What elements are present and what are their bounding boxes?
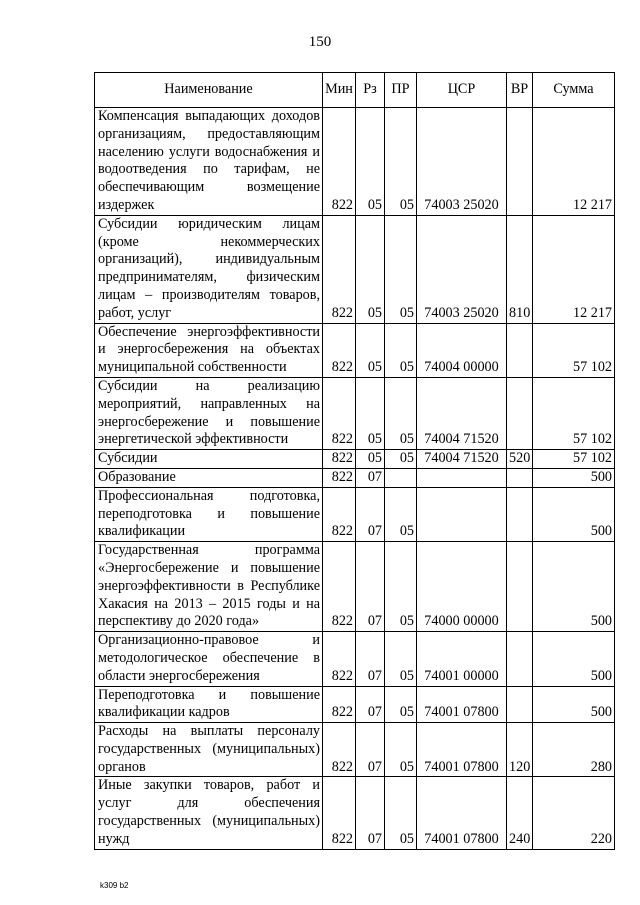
row-min: 822 bbox=[323, 215, 356, 323]
row-name: Субсидии на реализацию мероприятий, направленных на энергосбережение и повышение энергетической эффективности bbox=[95, 377, 323, 449]
row-csr bbox=[417, 487, 507, 541]
row-rz: 07 bbox=[356, 777, 385, 849]
row-pr: 05 bbox=[385, 777, 417, 849]
table-row bbox=[95, 686, 615, 723]
row-sum: 220 bbox=[533, 777, 615, 849]
row-sum: 500 bbox=[533, 542, 615, 632]
table-row bbox=[95, 108, 615, 216]
table-row bbox=[95, 723, 615, 777]
row-vr bbox=[507, 542, 533, 632]
row-sum: 57 102 bbox=[533, 450, 615, 469]
header-pr: ПР bbox=[385, 73, 417, 108]
row-rz: 07 bbox=[356, 487, 385, 541]
row-rz: 07 bbox=[356, 632, 385, 686]
row-name: Образование bbox=[95, 468, 323, 487]
row-csr: 74001 07800 bbox=[417, 686, 507, 723]
budget-table bbox=[94, 72, 615, 850]
row-vr: 520 bbox=[507, 450, 533, 469]
row-rz: 05 bbox=[356, 377, 385, 449]
row-name: Профессиональная подготовка, переподготовка и повышение квалификации bbox=[95, 487, 323, 541]
row-pr: 05 bbox=[385, 215, 417, 323]
table-row bbox=[95, 632, 615, 686]
row-vr bbox=[507, 108, 533, 216]
row-rz: 07 bbox=[356, 723, 385, 777]
row-vr bbox=[507, 323, 533, 377]
table-header-row bbox=[95, 73, 615, 108]
header-vr: ВР bbox=[507, 73, 533, 108]
row-pr: 05 bbox=[385, 377, 417, 449]
row-sum: 12 217 bbox=[533, 108, 615, 216]
row-pr: 05 bbox=[385, 686, 417, 723]
table-row bbox=[95, 487, 615, 541]
row-csr: 74001 07800 bbox=[417, 777, 507, 849]
row-name: Иные закупки товаров, работ и услуг для обеспечения государственных (муниципальных) нужд bbox=[95, 777, 323, 849]
row-sum: 57 102 bbox=[533, 323, 615, 377]
row-vr: 120 bbox=[507, 723, 533, 777]
row-min: 822 bbox=[323, 487, 356, 541]
row-rz: 05 bbox=[356, 215, 385, 323]
table-row bbox=[95, 450, 615, 469]
row-sum: 500 bbox=[533, 487, 615, 541]
row-name: Субсидии юридическим лицам (кроме некоммерческих организаций), индивидуальным предпринимателям, физическим лицам – производителям товаров, работ, услуг bbox=[95, 215, 323, 323]
row-pr: 05 bbox=[385, 450, 417, 469]
row-csr: 74004 71520 bbox=[417, 450, 507, 469]
row-rz: 07 bbox=[356, 686, 385, 723]
row-min: 822 bbox=[323, 542, 356, 632]
row-sum: 12 217 bbox=[533, 215, 615, 323]
row-sum: 500 bbox=[533, 632, 615, 686]
row-min: 822 bbox=[323, 323, 356, 377]
row-rz: 05 bbox=[356, 108, 385, 216]
row-rz: 05 bbox=[356, 323, 385, 377]
row-sum: 500 bbox=[533, 686, 615, 723]
row-name: Расходы на выплаты персоналу государственных (муниципальных) органов bbox=[95, 723, 323, 777]
row-pr: 05 bbox=[385, 323, 417, 377]
row-csr: 74000 00000 bbox=[417, 542, 507, 632]
row-name: Компенсация выпадающих доходов организациям, предоставляющим населению услуги водоснабжения и водоотведения по тарифам, не обеспечивающим возмещение издержек bbox=[95, 108, 323, 216]
row-vr: 810 bbox=[507, 215, 533, 323]
header-rz: Рз bbox=[356, 73, 385, 108]
row-min: 822 bbox=[323, 723, 356, 777]
row-vr bbox=[507, 487, 533, 541]
row-name: Организационно-правовое и методологическое обеспечение в области энергосбережения bbox=[95, 632, 323, 686]
row-pr: 05 bbox=[385, 723, 417, 777]
table-row bbox=[95, 215, 615, 323]
table-row bbox=[95, 323, 615, 377]
row-vr bbox=[507, 468, 533, 487]
row-name: Обеспечение энергоэффективности и энергосбережения на объектах муниципальной собственности bbox=[95, 323, 323, 377]
row-rz: 05 bbox=[356, 450, 385, 469]
row-rz: 07 bbox=[356, 542, 385, 632]
row-min: 822 bbox=[323, 777, 356, 849]
row-min: 822 bbox=[323, 468, 356, 487]
row-pr: 05 bbox=[385, 632, 417, 686]
row-csr bbox=[417, 468, 507, 487]
row-vr bbox=[507, 632, 533, 686]
row-sum: 500 bbox=[533, 468, 615, 487]
row-pr: 05 bbox=[385, 108, 417, 216]
row-csr: 74003 25020 bbox=[417, 215, 507, 323]
row-min: 822 bbox=[323, 377, 356, 449]
row-name: Переподготовка и повышение квалификации кадров bbox=[95, 686, 323, 723]
row-rz: 07 bbox=[356, 468, 385, 487]
table-row bbox=[95, 377, 615, 449]
row-min: 822 bbox=[323, 108, 356, 216]
row-csr: 74001 00000 bbox=[417, 632, 507, 686]
row-csr: 74004 71520 bbox=[417, 377, 507, 449]
row-name: Субсидии bbox=[95, 450, 323, 469]
footer-code: k309 b2 bbox=[100, 881, 129, 890]
table-row bbox=[95, 542, 615, 632]
row-vr bbox=[507, 686, 533, 723]
header-name: Наименование bbox=[95, 73, 323, 108]
row-csr: 74001 07800 bbox=[417, 723, 507, 777]
header-sum: Сумма bbox=[533, 73, 615, 108]
row-sum: 280 bbox=[533, 723, 615, 777]
table-row bbox=[95, 468, 615, 487]
row-min: 822 bbox=[323, 450, 356, 469]
page-number: 150 bbox=[308, 34, 332, 50]
row-pr bbox=[385, 468, 417, 487]
table-row bbox=[95, 777, 615, 849]
header-csr: ЦСР bbox=[417, 73, 507, 108]
header-min: Мин bbox=[323, 73, 356, 108]
row-vr: 240 bbox=[507, 777, 533, 849]
row-min: 822 bbox=[323, 686, 356, 723]
row-csr: 74004 00000 bbox=[417, 323, 507, 377]
row-pr: 05 bbox=[385, 542, 417, 632]
row-min: 822 bbox=[323, 632, 356, 686]
row-sum: 57 102 bbox=[533, 377, 615, 449]
row-vr bbox=[507, 377, 533, 449]
row-csr: 74003 25020 bbox=[417, 108, 507, 216]
row-pr: 05 bbox=[385, 487, 417, 541]
row-name: Государственная программа «Энергосбережение и повышение энергоэффективности в Республике Хакасия на 2013 – 2015 годы и на перспективу до 2020 года» bbox=[95, 542, 323, 632]
